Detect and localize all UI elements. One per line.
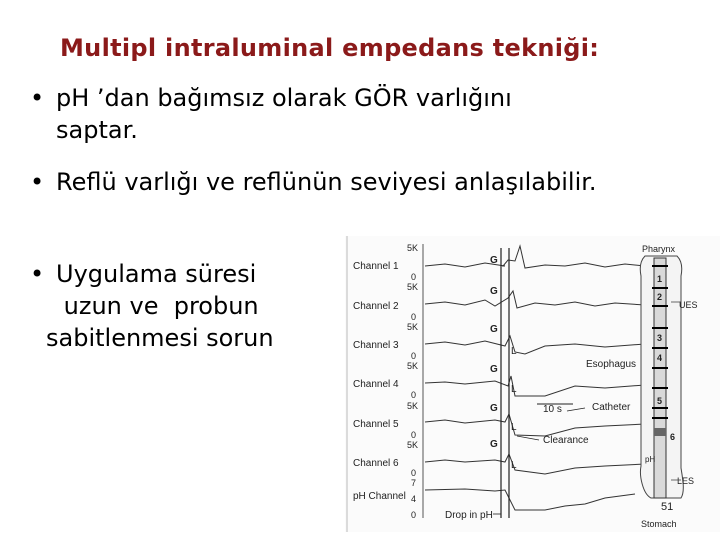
scale-label: 5K — [407, 361, 419, 371]
gas-marker: G — [490, 286, 498, 297]
catheter-label: Catheter — [592, 402, 631, 413]
liquid-marker: L — [511, 346, 517, 357]
scale-label: 7 — [411, 478, 417, 488]
channel-label: Channel 4 — [353, 379, 399, 390]
channel-label: pH Channel — [353, 491, 406, 502]
channel-label: Channel 3 — [353, 340, 399, 351]
scale-label: 0 — [411, 390, 417, 400]
sensor-number: 4 — [657, 353, 663, 363]
scale-label: 0 — [411, 351, 417, 361]
bullet-line: sabitlenmesi sorun — [46, 324, 274, 352]
esophagus-label: Esophagus — [586, 359, 637, 370]
ph-sensor-label: pH — [645, 455, 656, 464]
drop-in-ph-label: Drop in pH — [445, 510, 493, 521]
ues-label: UES — [679, 300, 698, 310]
channel-label: Channel 1 — [353, 261, 399, 272]
scale-label: 5K — [407, 401, 419, 411]
sensor-number: 6 — [670, 432, 676, 442]
bullet-line: uzun ve probun — [56, 292, 259, 320]
bullet-line: saptar. — [56, 116, 138, 144]
pharynx-label: Pharynx — [642, 244, 676, 254]
channel-label: Channel 5 — [353, 419, 399, 430]
bullet-symbol: • — [30, 260, 45, 288]
scale-label: 0 — [411, 312, 417, 322]
scale-label: 4 — [411, 494, 417, 504]
channel-label: Channel 6 — [353, 458, 399, 469]
scale-label: 5K — [407, 243, 419, 253]
gas-marker: G — [490, 403, 498, 414]
bullet-symbol: • — [30, 168, 45, 196]
scale-label: 0 — [411, 430, 417, 440]
bullet-symbol: • — [30, 84, 45, 112]
sensor-number: 5 — [657, 396, 663, 406]
scale-label: 0 — [411, 510, 417, 520]
gas-marker: G — [490, 255, 498, 266]
sensor-number: 3 — [657, 333, 663, 343]
bullet-item-3 — [30, 258, 274, 354]
clearance-label: Clearance — [543, 435, 589, 446]
gas-marker: G — [490, 364, 498, 375]
time-scale-label: 10 s — [543, 404, 562, 415]
scale-label: 5K — [407, 322, 419, 332]
bullet-line: Reflü varlığı ve reflünün seviyesi anlaşılabilir. — [56, 168, 597, 196]
page-number: 51 — [661, 501, 674, 513]
sensor-number: 2 — [657, 292, 663, 302]
bullet-line: Uygulama süresi — [56, 260, 257, 288]
scale-label: 0 — [411, 272, 417, 282]
scale-label: 5K — [407, 440, 419, 450]
gas-marker: G — [490, 439, 498, 450]
les-label: LES — [677, 476, 695, 486]
liquid-marker: L — [511, 422, 517, 433]
gas-marker: G — [490, 324, 498, 335]
liquid-marker: L — [511, 384, 517, 395]
channel-label: Channel 2 — [353, 301, 399, 312]
sensor-number: 1 — [657, 274, 663, 284]
slide-title: Multipl intraluminal empedans tekniği: — [60, 34, 600, 62]
scale-label: 0 — [411, 468, 417, 478]
bullet-item-1 — [30, 82, 512, 146]
scale-label: 5K — [407, 282, 419, 292]
bullet-item-2 — [30, 166, 597, 198]
stomach-label: Stomach — [641, 519, 677, 529]
impedance-tracing-figure — [345, 236, 720, 532]
bullet-line: pH ’dan bağımsız olarak GÖR varlığını — [56, 84, 512, 112]
liquid-marker: L — [511, 460, 517, 471]
